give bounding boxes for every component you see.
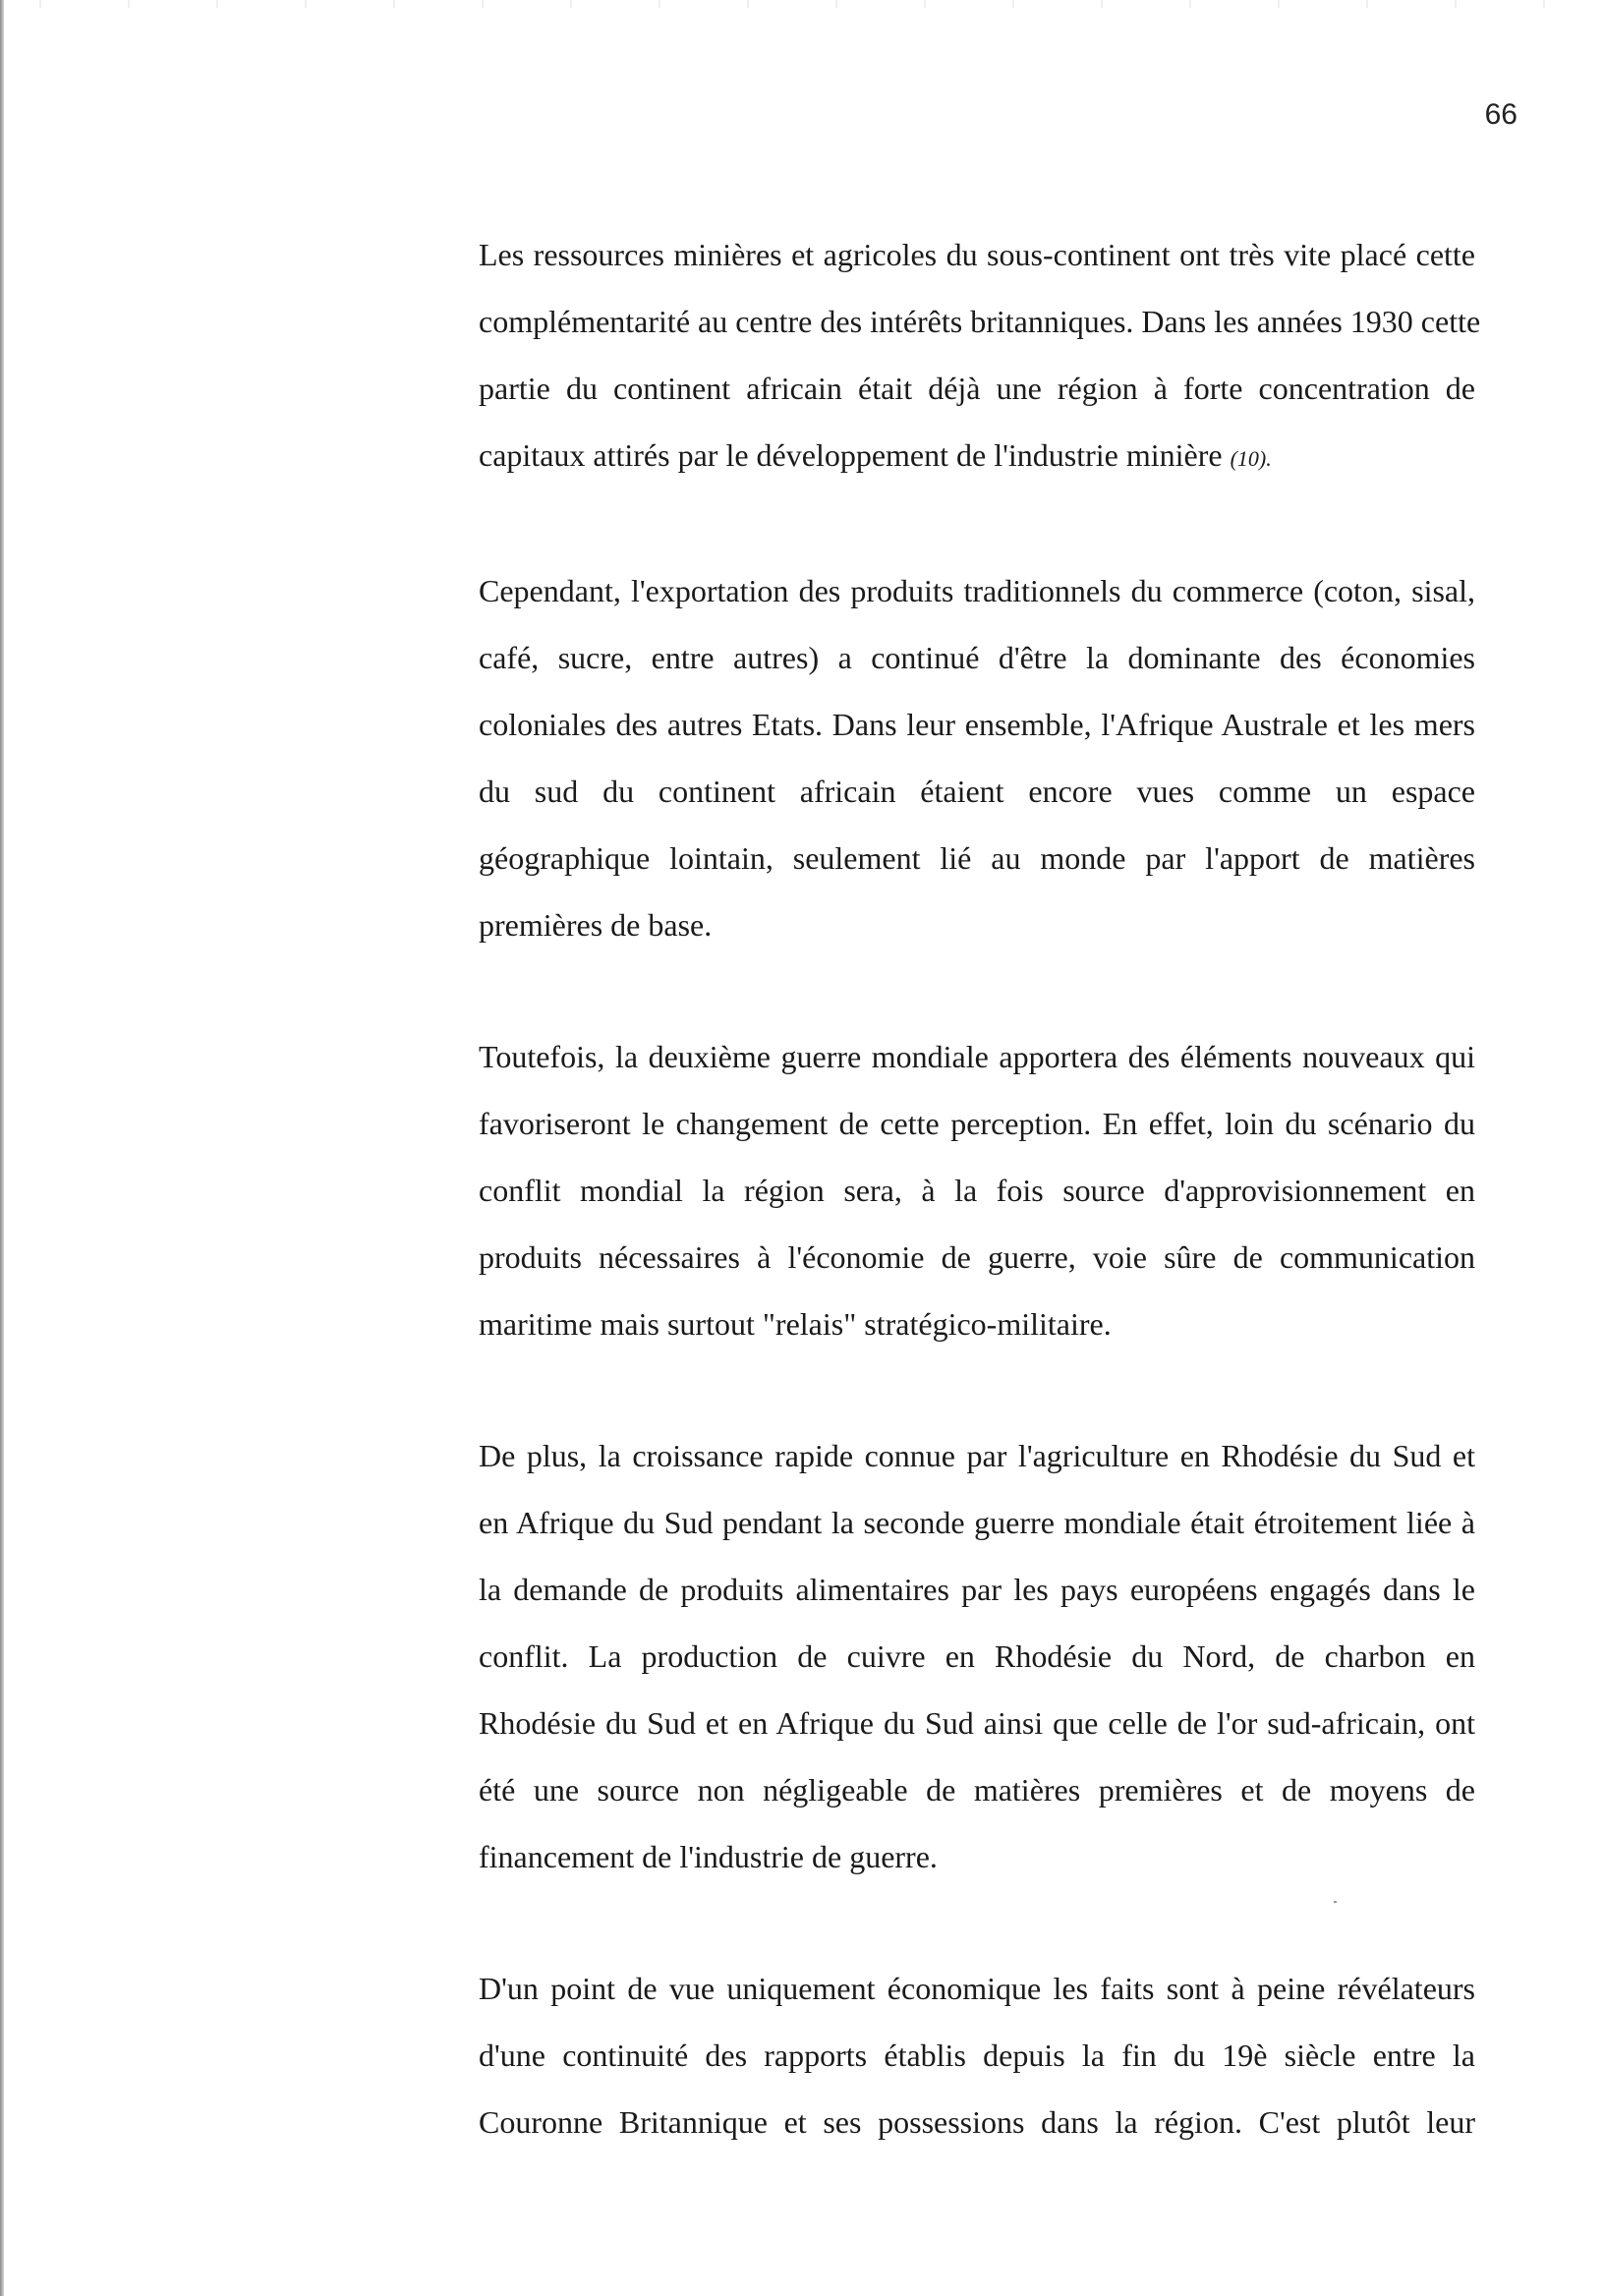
paragraph-5 xyxy=(479,1955,1475,2155)
page-number: 66 xyxy=(1484,98,1518,131)
paragraph-2 xyxy=(479,557,1475,958)
text-line: financement de l'industrie de guerre. xyxy=(479,1839,938,1874)
text-line: conflit mondial la région sera, à la fois source d'approvisionnement en xyxy=(479,1173,1475,1208)
text-line: en Afrique du Sud pendant la seconde guerre mondiale était étroitement liée à xyxy=(479,1505,1475,1540)
text-line: Les ressources minières et agricoles du sous-continent ont très vite placé cette xyxy=(479,237,1475,272)
text-line: produits nécessaires à l'économie de guerre, voie sûre de communication xyxy=(479,1239,1475,1275)
body-text xyxy=(479,221,1481,2220)
text-line: Rhodésie du Sud et en Afrique du Sud ainsi que celle de l'or sud-africain, ont xyxy=(479,1705,1475,1741)
text-line xyxy=(479,422,1475,492)
paragraph-3 xyxy=(479,1023,1475,1357)
footnote-reference: (10). xyxy=(1230,446,1272,471)
scan-edge xyxy=(0,0,4,2296)
text-line: coloniales des autres Etats. Dans leur ensemble, l'Afrique Australe et les mers xyxy=(479,707,1475,742)
text-line: D'un point de vue uniquement économique les faits sont à peine révélateurs xyxy=(479,1971,1475,2006)
text-line: Couronne Britannique et ses possessions dans la région. C'est plutôt leur xyxy=(479,2104,1475,2140)
paragraph-1 xyxy=(479,221,1481,492)
paragraph-4 xyxy=(479,1422,1475,1890)
text-line: De plus, la croissance rapide connue par l'agriculture en Rhodésie du Sud et xyxy=(479,1438,1475,1473)
text-line: partie du continent africain était déjà une région à forte concentration de xyxy=(479,371,1475,406)
text-line: complémentarité au centre des intérêts britanniques. Dans les années 1930 cette xyxy=(479,304,1481,339)
scan-speck xyxy=(1334,1901,1337,1903)
text-line: Toutefois, la deuxième guerre mondiale apportera des éléments nouveaux qui xyxy=(479,1039,1475,1074)
text-line-content: capitaux attirés par le développement de l'industrie minière xyxy=(479,437,1223,473)
text-line: du sud du continent africain étaient encore vues comme un espace xyxy=(479,774,1475,809)
text-line: Cependant, l'exportation des produits traditionnels du commerce (coton, sisal, xyxy=(479,573,1475,608)
text-line: conflit. La production de cuivre en Rhodésie du Nord, de charbon en xyxy=(479,1638,1475,1674)
text-line: maritime mais surtout "relais" stratégico-militaire. xyxy=(479,1306,1112,1342)
text-line: premières de base. xyxy=(479,907,713,943)
text-line: d'une continuité des rapports établis depuis la fin du 19è siècle entre la xyxy=(479,2038,1475,2073)
text-line: favoriseront le changement de cette perception. En effet, loin du scénario du xyxy=(479,1106,1475,1141)
text-line: la demande de produits alimentaires par les pays européens engagés dans le xyxy=(479,1572,1475,1607)
text-line: été une source non négligeable de matières premières et de moyens de xyxy=(479,1772,1475,1808)
scan-top-artifact xyxy=(0,0,1604,8)
text-line: café, sucre, entre autres) a continué d'être la dominante des économies xyxy=(479,640,1475,675)
text-line: géographique lointain, seulement lié au monde par l'apport de matières xyxy=(479,840,1475,876)
